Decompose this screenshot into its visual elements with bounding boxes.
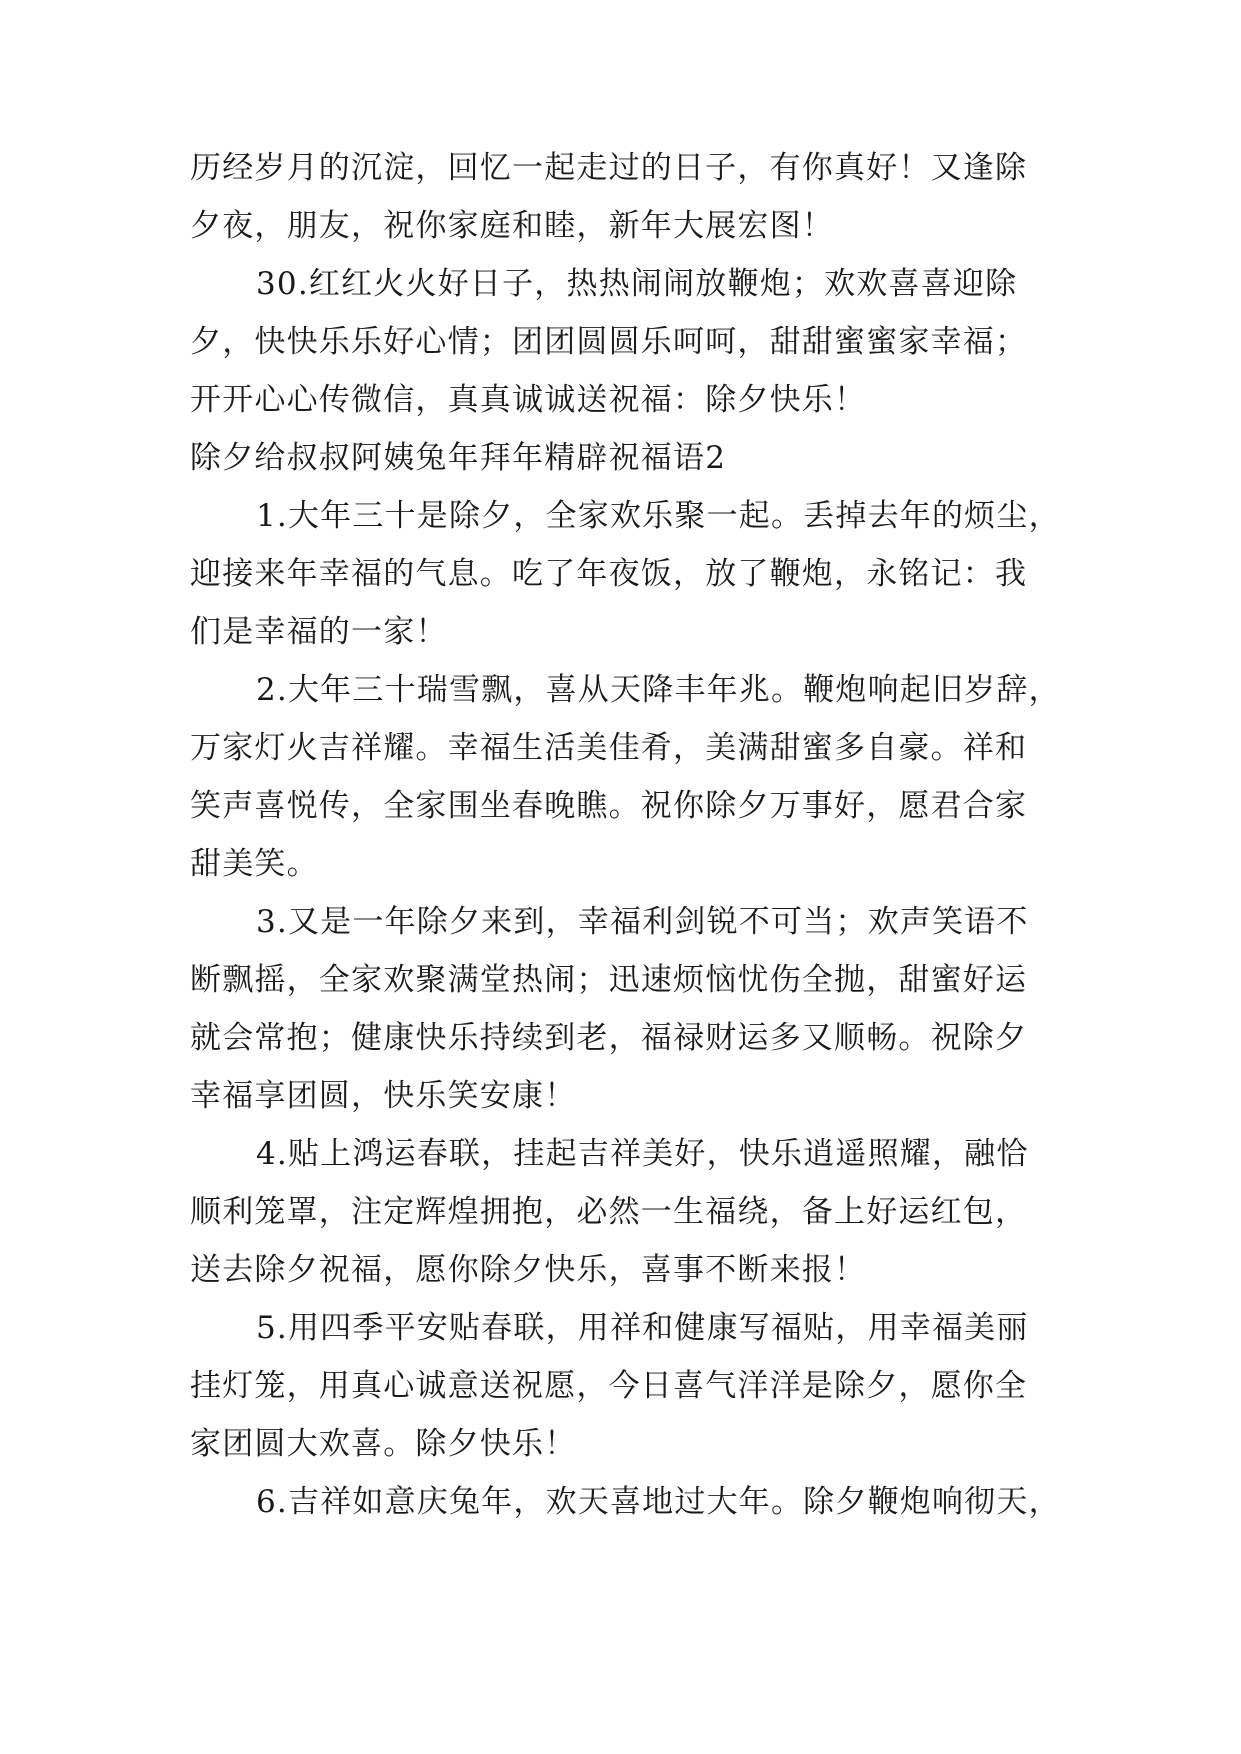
text-line: 挂灯笼，用真心诚意送祝愿，今日喜气洋洋是除夕，愿你全 — [190, 1368, 1028, 1404]
text-line: 甜美笑。 — [190, 846, 319, 882]
text-line: 顺利笼罩，注定辉煌拥抱，必然一生福绕，备上好运红包， — [190, 1194, 1028, 1230]
paragraph-2-start: 2.大年三十瑞雪飘，喜从天降丰年兆。鞭炮响起旧岁辞， — [256, 672, 1061, 708]
paragraph-5-start: 5.用四季平安贴春联，用祥和健康写福贴，用幸福美丽 — [256, 1310, 1029, 1346]
section-heading: 除夕给叔叔阿姨兔年拜年精辟祝福语2 — [190, 440, 727, 476]
text-line: 历经岁月的沉淀，回忆一起走过的日子，有你真好！又逢除 — [190, 150, 1028, 186]
paragraph-3-start: 3.又是一年除夕来到，幸福利剑锐不可当；欢声笑语不 — [256, 904, 1029, 940]
text-line: 开开心心传微信，真真诚诚送祝福：除夕快乐！ — [190, 382, 867, 418]
text-line: 送去除夕祝福，愿你除夕快乐，喜事不断来报！ — [190, 1252, 867, 1288]
text-line: 幸福享团圆，快乐笑安康！ — [190, 1078, 577, 1114]
paragraph-6-start: 6.吉祥如意庆兔年，欢天喜地过大年。除夕鞭炮响彻天， — [256, 1484, 1061, 1520]
text-line: 家团圆大欢喜。除夕快乐！ — [190, 1426, 577, 1462]
text-line: 就会常抱；健康快乐持续到老，福禄财运多又顺畅。祝除夕 — [190, 1020, 1028, 1056]
paragraph-30-start: 30.红红火火好日子，热热闹闹放鞭炮；欢欢喜喜迎除 — [256, 266, 1018, 302]
text-line: 夕，快快乐乐好心情；团团圆圆乐呵呵，甜甜蜜蜜家幸福； — [190, 324, 1028, 360]
text-line: 迎接来年幸福的气息。吃了年夜饭，放了鞭炮，永铭记：我 — [190, 556, 1028, 592]
text-line: 万家灯火吉祥耀。幸福生活美佳肴，美满甜蜜多自豪。祥和 — [190, 730, 1028, 766]
text-line: 们是幸福的一家！ — [190, 614, 448, 650]
text-line: 夕夜，朋友，祝你家庭和睦，新年大展宏图！ — [190, 208, 834, 244]
paragraph-1-start: 1.大年三十是除夕，全家欢乐聚一起。丢掉去年的烦尘， — [256, 498, 1061, 534]
text-line: 断飘摇，全家欢聚满堂热闹；迅速烦恼忧伤全抛，甜蜜好运 — [190, 962, 1028, 998]
paragraph-4-start: 4.贴上鸿运春联，挂起吉祥美好，快乐逍遥照耀，融恰 — [256, 1136, 1029, 1172]
text-line: 笑声喜悦传，全家围坐春晚瞧。祝你除夕万事好，愿君合家 — [190, 788, 1028, 824]
